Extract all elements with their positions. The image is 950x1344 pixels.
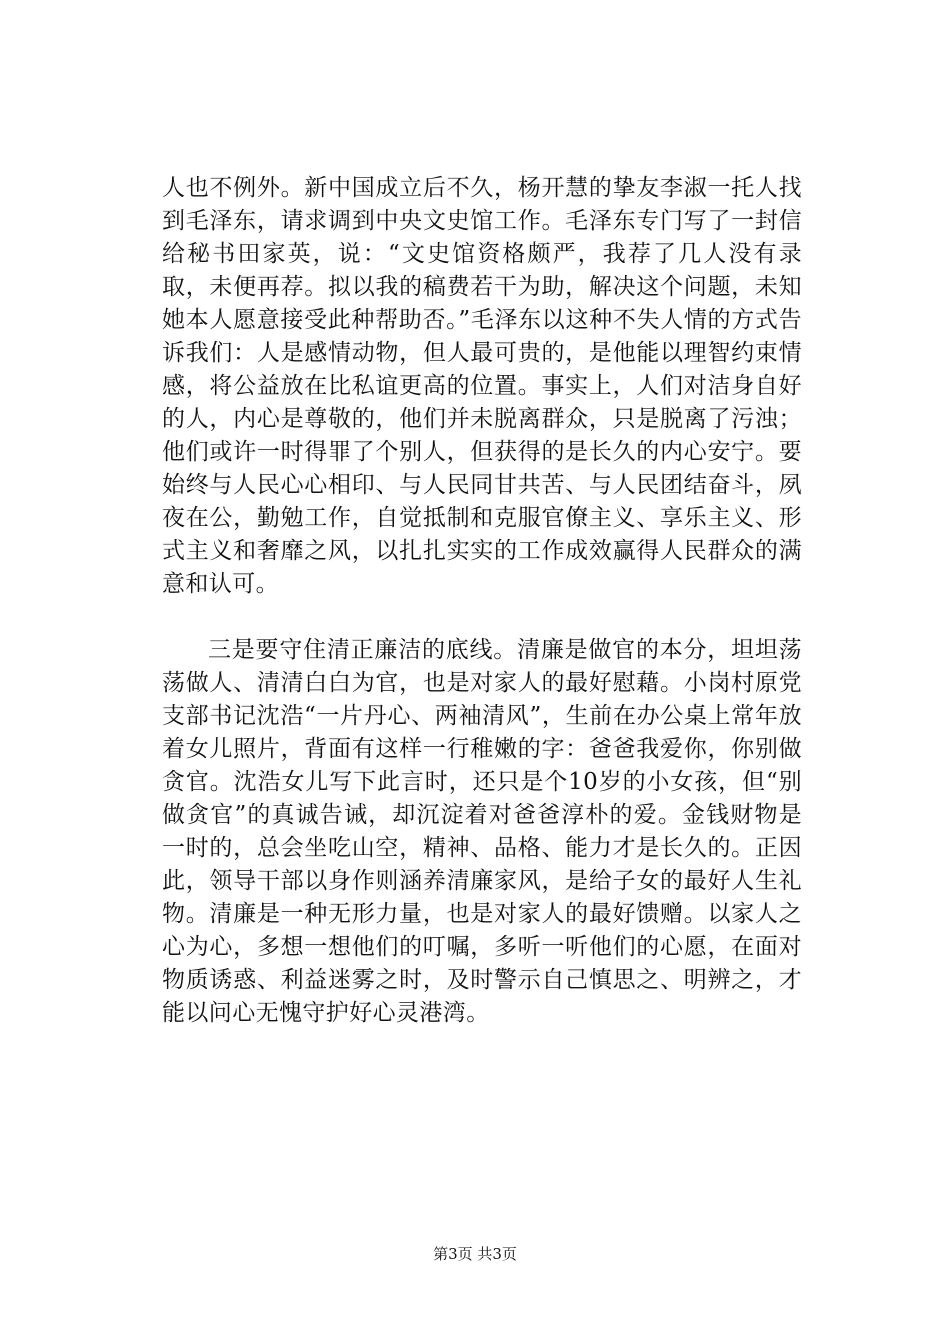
document-body xyxy=(162,172,802,1030)
page-number-footer: 第3页 共3页 xyxy=(433,1245,517,1263)
paragraph-continuation: 人也不例外。新中国成立后不久，杨开慧的挚友李淑一托人找到毛泽东，请求调到中央文史馆工作。毛泽东专门写了一封信给秘书田家英，说：“文史馆资格颇严，我荐了几人没有录取，未便再荐。拟以我的稿费若干为助，解决这个问题，未知她本人愿意接受此种帮助否。”毛泽东以这种不失人情的方式告诉我们：人是感情动物，但人最可贵的，是他能以理智约束情感，将公益放在比私谊更高的位置。事实上，人们对洁身自好的人，内心是尊敬的，他们并未脱离群众，只是脱离了污浊；他们或许一时得罪了个别人，但获得的是长久的内心安宁。要始终与人民心心相印、与人民同甘共苦、与人民团结奋斗，夙夜在公，勤勉工作，自觉抵制和克服官僚主义、享乐主义、形式主义和奢靡之风，以扎扎实实的工作成效赢得人民群众的满意和认可。 xyxy=(162,175,802,597)
paragraph-integrity: 三是要守住清正廉洁的底线。清廉是做官的本分，坦坦荡荡做人、清清白白为官，也是对家人的最好慰藉。小岗村原党支部书记沈浩“一片丹心、两袖清风”，生前在办公桌上常年放着女儿照片，背面有这样一行稚嫩的字：爸爸我爱你，你别做贪官。沈浩女儿写下此言时，还只是个10岁的小女孩，但“别做贪官”的真诚告诫，却沉淀着对爸爸淳朴的爱。金钱财物是一时的，总会坐吃山空，精神、品格、能力才是长久的。正因此，领导干部以身作则涵养清廉家风，是给子女的最好人生礼物。清廉是一种无形力量，也是对家人的最好馈赠。以家人之心为心，多想一想他们的叮嘱，多听一听他们的心愿，在面对物质诱惑、利益迷雾之时，及时警示自己慎思之、明辨之，才能以问心无愧守护好心灵港湾。 xyxy=(162,637,802,1026)
